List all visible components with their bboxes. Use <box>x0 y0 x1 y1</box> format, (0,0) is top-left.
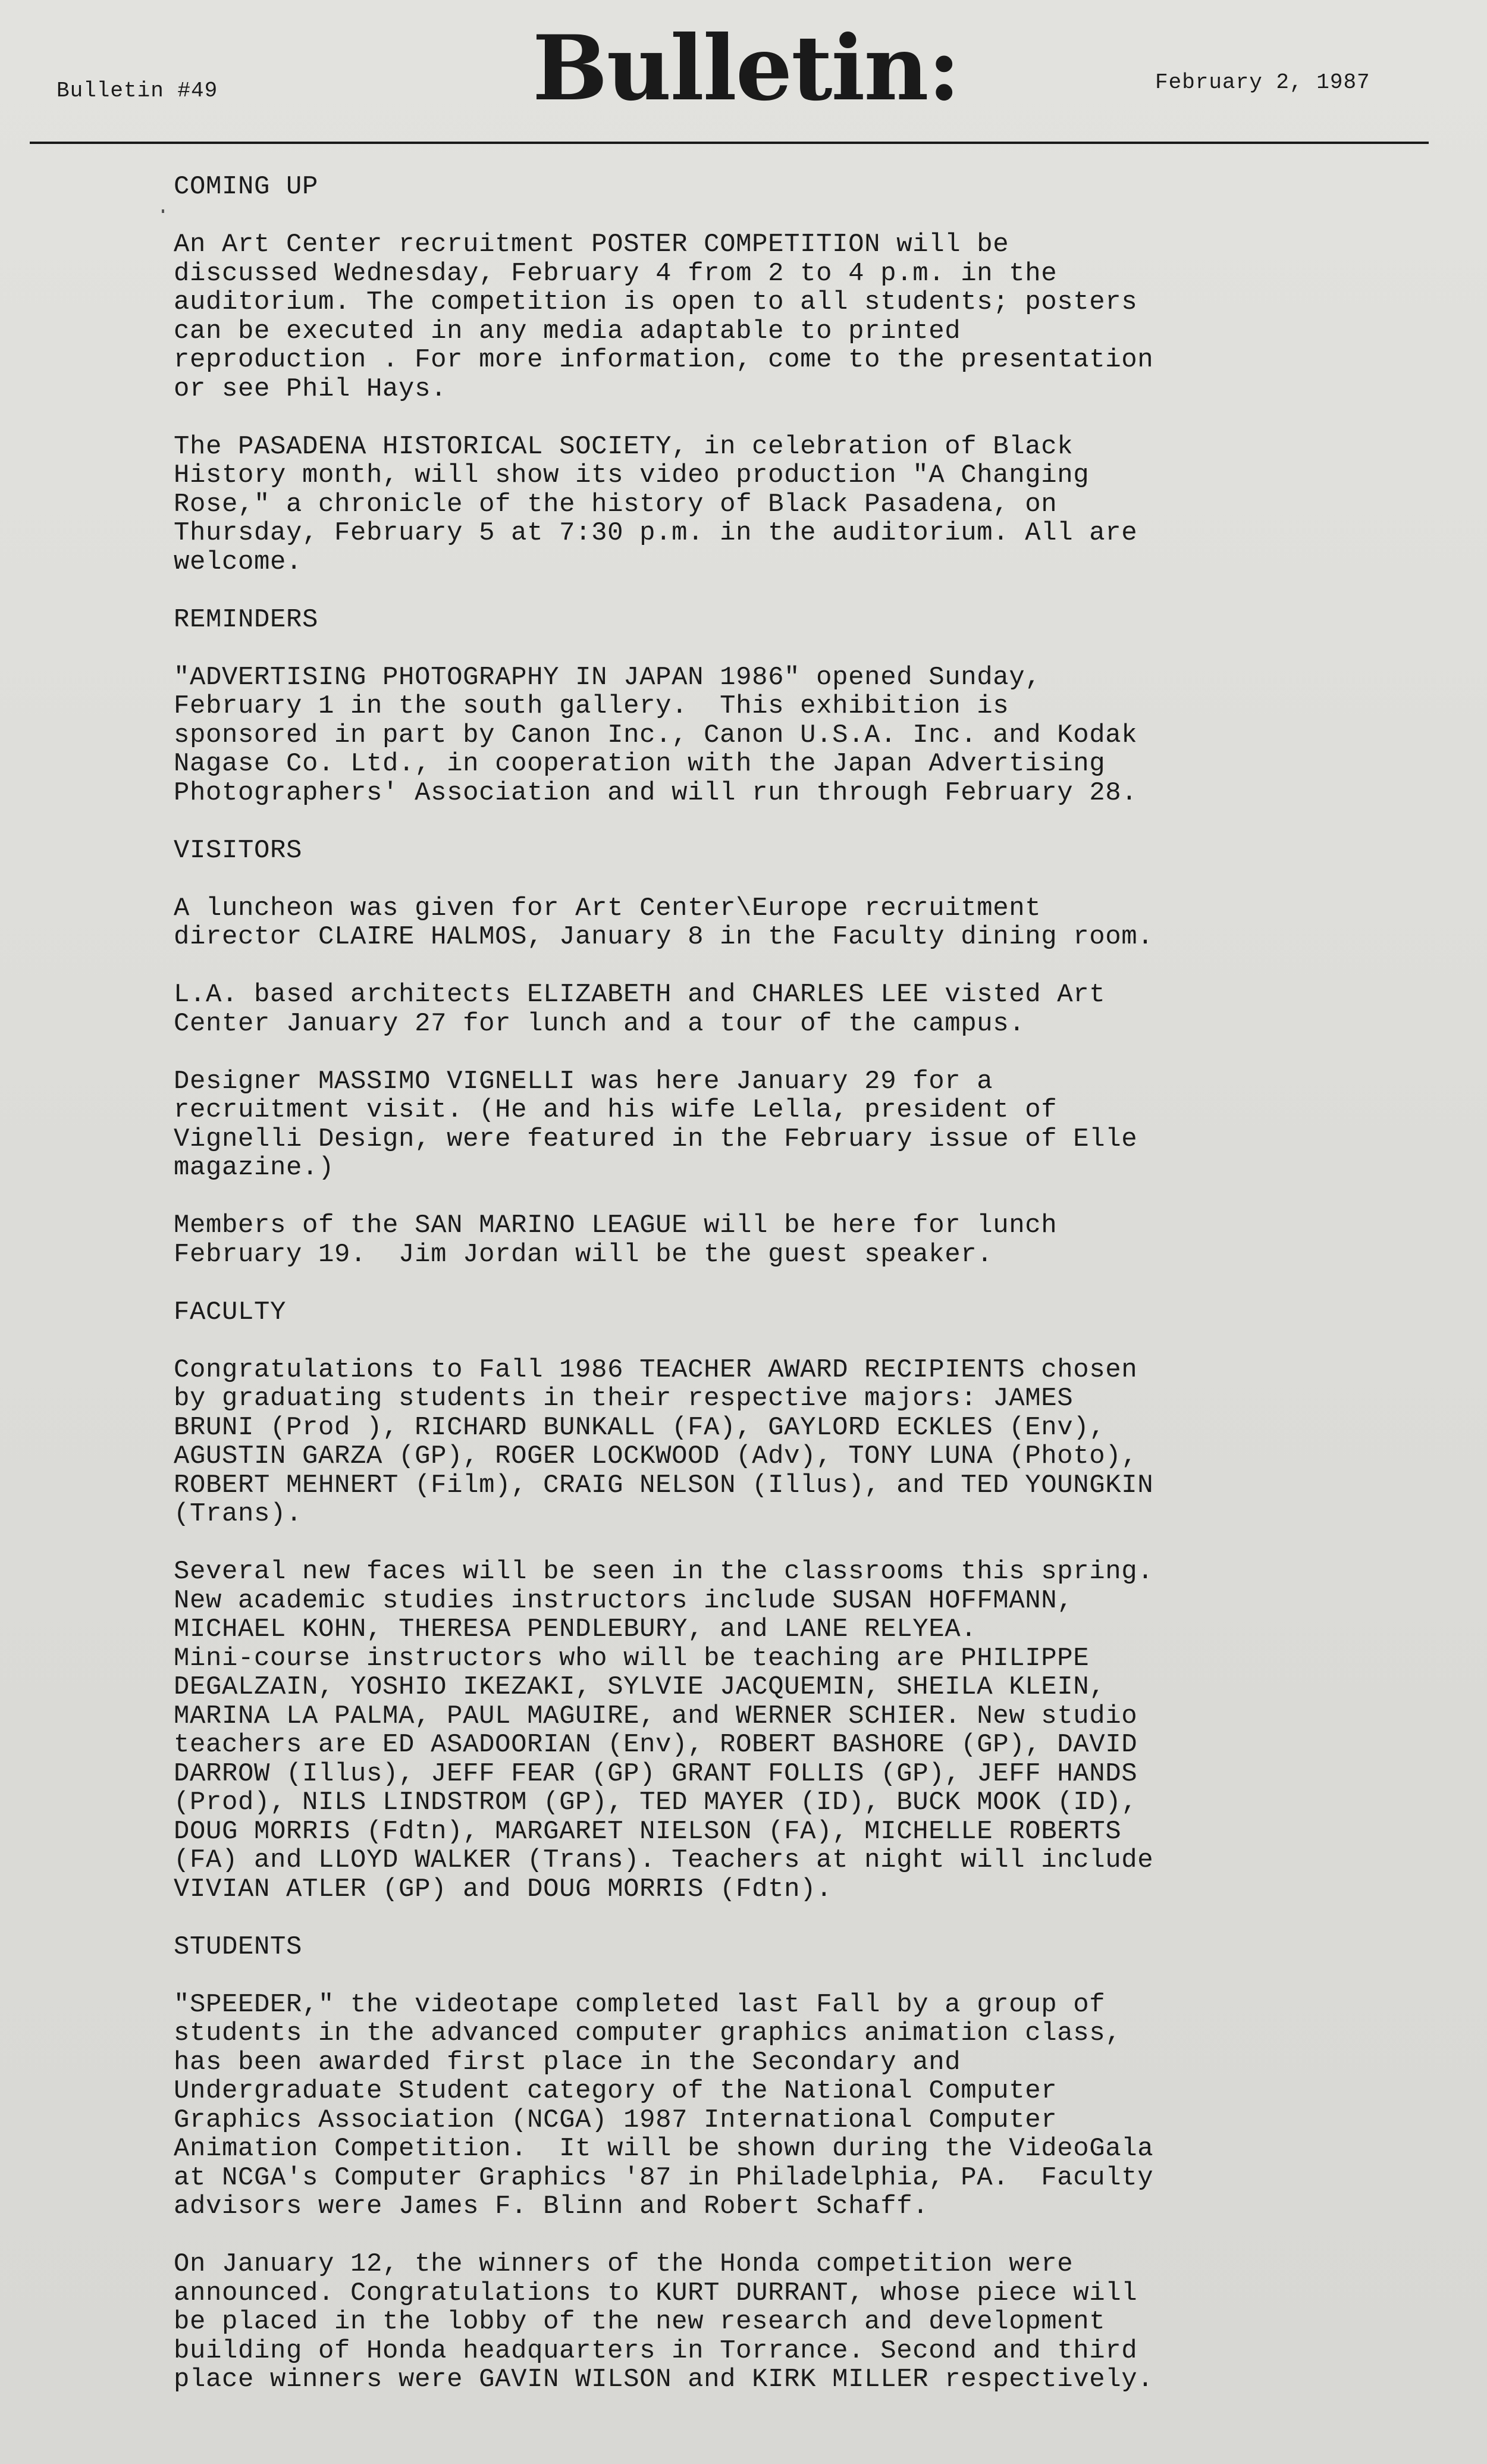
text-line: announced. Congratulations to KURT DURRANT, whose piece will <box>174 2278 1138 2308</box>
text-line: Center January 27 for lunch and a tour of the campus. <box>174 1008 1025 1039</box>
text-line: Graphics Association (NCGA) 1987 International Computer <box>174 2105 1058 2135</box>
paragraph <box>174 1211 1363 1269</box>
text-line: place winners were GAVIN WILSON and KIRK MILLER respectively. <box>174 2365 1154 2394</box>
paragraph <box>174 1067 1363 1183</box>
issue-number: Bulletin #49 <box>57 79 218 103</box>
paragraph <box>174 1990 1363 2221</box>
text-line: L.A. based architects ELIZABETH and CHARLES LEE visted Art <box>174 980 1106 1010</box>
text-line: The PASADENA HISTORICAL SOCIETY, in celebration of Black <box>174 431 1074 462</box>
text-line: Rose," a chronicle of the history of Black Pasadena, on <box>174 489 1058 519</box>
text-line: DOUG MORRIS (Fdtn), MARGARET NIELSON (FA), MICHELLE ROBERTS <box>174 1816 1122 1847</box>
text-line: ROBERT MEHNERT (Film), CRAIG NELSON (Illus), and TED YOUNGKIN <box>174 1470 1154 1500</box>
text-line: Vignelli Design, were featured in the February issue of Elle <box>174 1124 1138 1154</box>
text-line: February 19. Jim Jordan will be the guest speaker. <box>174 1239 993 1269</box>
text-line: auditorium. The competition is open to all students; posters <box>174 287 1138 317</box>
paragraph <box>174 1557 1363 1904</box>
text-line: DARROW (Illus), JEFF FEAR (GP) GRANT FOLLIS (GP), JEFF HANDS <box>174 1758 1138 1789</box>
bulletin-body <box>174 173 1363 2423</box>
text-line: Photographers' Association and will run through February 28. <box>174 778 1138 808</box>
text-line: February 1 in the south gallery. This exhibition is <box>174 691 1009 721</box>
text-line: Several new faces will be seen in the classrooms this spring. <box>174 1557 1154 1587</box>
text-line: or see Phil Hays. <box>174 374 447 404</box>
text-line: at NCGA's Computer Graphics '87 in Philadelphia, PA. Faculty <box>174 2162 1154 2193</box>
text-line: On January 12, the winners of the Honda competition were <box>174 2249 1074 2279</box>
text-line: reproduction . For more information, come to the presentation <box>174 345 1154 375</box>
text-line: DEGALZAIN, YOSHIO IKEZAKI, SYLVIE JACQUEMIN, SHEILA KLEIN, <box>174 1672 1106 1702</box>
section-heading: FACULTY <box>174 1297 287 1327</box>
text-line: "ADVERTISING PHOTOGRAPHY IN JAPAN 1986" opened Sunday, <box>174 662 1041 692</box>
text-line: welcome. <box>174 547 303 577</box>
text-line: Animation Competition. It will be shown during the VideoGala <box>174 2134 1154 2164</box>
text-line: sponsored in part by Canon Inc., Canon U.S.A. Inc. and Kodak <box>174 720 1138 750</box>
text-line: director CLAIRE HALMOS, January 8 in the Faculty dining room. <box>174 922 1154 952</box>
text-line: MARINA LA PALMA, PAUL MAGUIRE, and WERNER SCHIER. New studio <box>174 1701 1138 1731</box>
text-line: Thursday, February 5 at 7:30 p.m. in the auditorium. All are <box>174 518 1138 548</box>
section-heading: REMINDERS <box>174 604 319 635</box>
section-heading: STUDENTS <box>174 1932 303 1962</box>
text-line: A luncheon was given for Art Center\Europe recruitment <box>174 893 1041 923</box>
paragraph <box>174 432 1363 577</box>
text-line: VIVIAN ATLER (GP) and DOUG MORRIS (Fdtn). <box>174 1874 833 1904</box>
text-line: Mini-course instructors who will be teaching are PHILIPPE <box>174 1643 1090 1673</box>
text-line: teachers are ED ASADOORIAN (Env), ROBERT BASHORE (GP), DAVID <box>174 1730 1138 1760</box>
paragraph <box>174 894 1363 952</box>
paragraph <box>174 230 1363 403</box>
text-line: Undergraduate Student category of the National Computer <box>174 2076 1058 2106</box>
text-line: AGUSTIN GARZA (GP), ROGER LOCKWOOD (Adv), TONY LUNA (Photo), <box>174 1441 1138 1471</box>
text-line: magazine.) <box>174 1153 335 1183</box>
text-line: Members of the SAN MARINO LEAGUE will be here for lunch <box>174 1211 1058 1240</box>
paragraph <box>174 1356 1363 1529</box>
text-line: has been awarded first place in the Secondary and <box>174 2047 961 2077</box>
masthead-title: Bulletin: <box>532 16 959 121</box>
stray-mark <box>162 209 164 213</box>
text-line: "SPEEDER," the videotape completed last Fall by a group of <box>174 1989 1106 2020</box>
text-line: students in the advanced computer graphics animation class, <box>174 2018 1122 2048</box>
paragraph <box>174 2250 1363 2394</box>
paragraph <box>174 663 1363 808</box>
text-line: Congratulations to Fall 1986 TEACHER AWARD RECIPIENTS chosen <box>174 1355 1138 1385</box>
text-line: by graduating students in their respective majors: JAMES <box>174 1384 1074 1413</box>
issue-date: February 2, 1987 <box>1155 70 1370 95</box>
text-line: BRUNI (Prod ), RICHARD BUNKALL (FA), GAYLORD ECKLES (Env), <box>174 1412 1106 1443</box>
text-line: can be executed in any media adaptable to printed <box>174 316 961 346</box>
text-line: advisors were James F. Blinn and Robert Schaff. <box>174 2192 929 2221</box>
paragraph <box>174 980 1363 1038</box>
section-heading: COMING UP <box>174 172 319 202</box>
section-heading: VISITORS <box>174 835 303 866</box>
text-line: (Prod), NILS LINDSTROM (GP), TED MAYER (ID), BUCK MOOK (ID), <box>174 1788 1138 1817</box>
text-line: be placed in the lobby of the new research and development <box>174 2307 1106 2337</box>
text-line: History month, will show its video production "A Changing <box>174 460 1090 490</box>
text-line: recruitment visit. (He and his wife Lella, president of <box>174 1095 1058 1125</box>
text-line: (Trans). <box>174 1499 303 1529</box>
text-line: New academic studies instructors include SUSAN HOFFMANN, <box>174 1585 1074 1616</box>
header-rule <box>30 142 1429 144</box>
text-line: Designer MASSIMO VIGNELLI was here January 29 for a <box>174 1066 993 1096</box>
text-line: An Art Center recruitment POSTER COMPETITION will be <box>174 230 1009 259</box>
text-line: MICHAEL KOHN, THERESA PENDLEBURY, and LANE RELYEA. <box>174 1615 977 1644</box>
text-line: Nagase Co. Ltd., in cooperation with the Japan Advertising <box>174 749 1106 779</box>
text-line: discussed Wednesday, February 4 from 2 to 4 p.m. in the <box>174 258 1058 289</box>
text-line: (FA) and LLOYD WALKER (Trans). Teachers at night will include <box>174 1845 1154 1875</box>
text-line: building of Honda headquarters in Torrance. Second and third <box>174 2336 1138 2366</box>
